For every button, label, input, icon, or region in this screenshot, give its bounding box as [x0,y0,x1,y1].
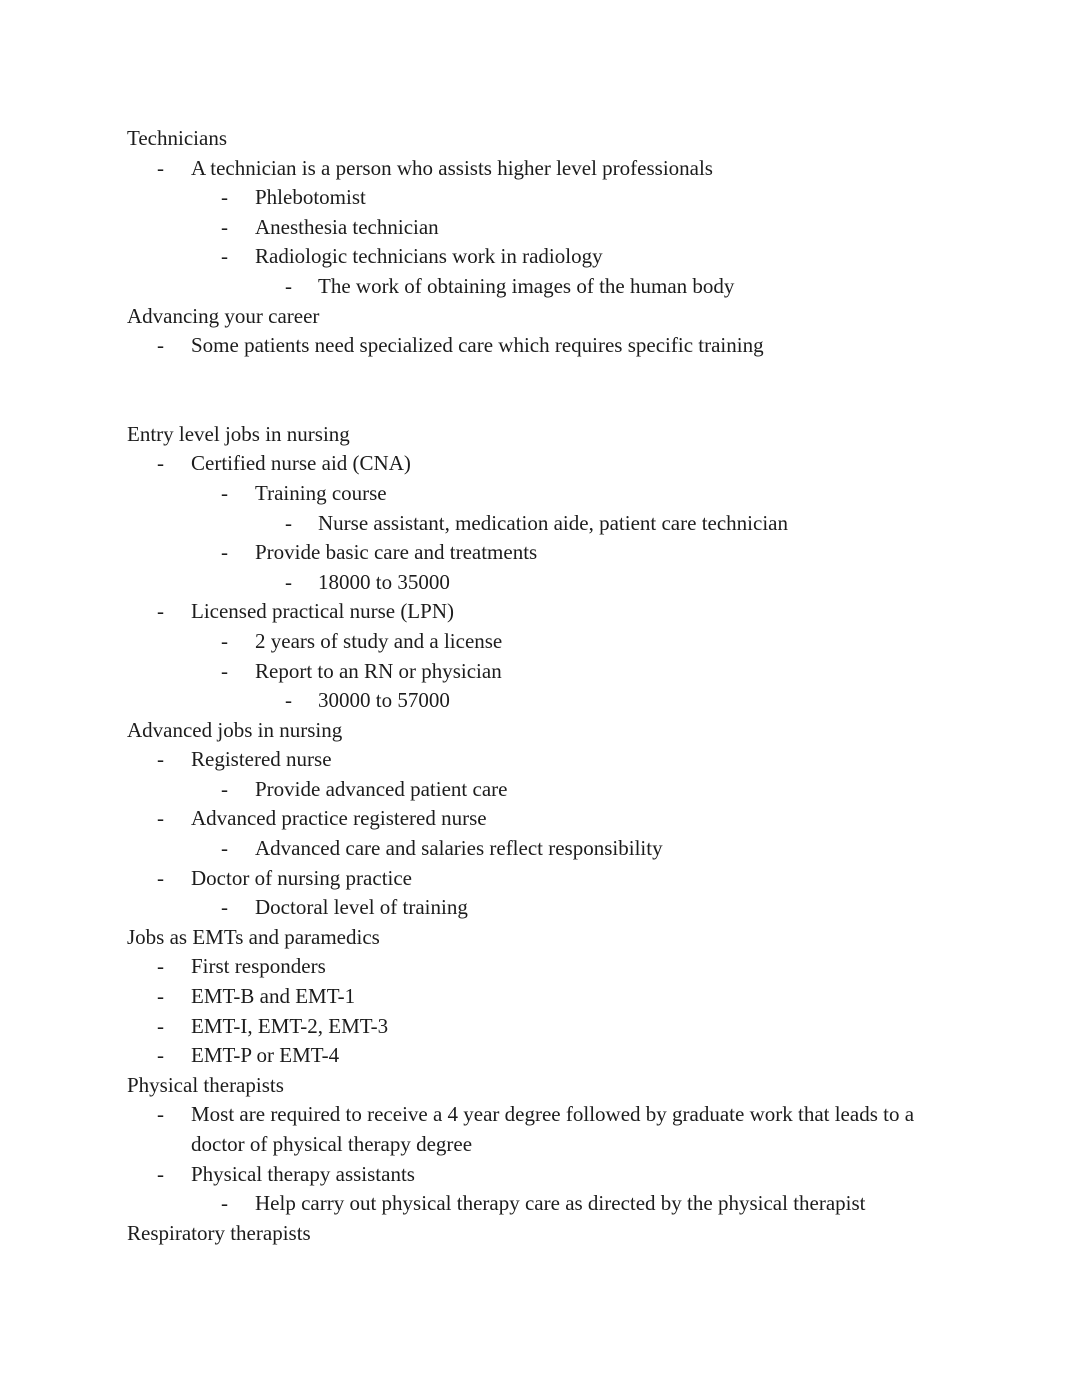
list-item-text: Most are required to receive a 4 year degree followed by graduate work that leads to a doctor of physical therapy degree [191,1102,915,1156]
list-item-text: 2 years of study and a license [255,628,503,653]
list-item [127,509,967,539]
list-item-text: First responders [191,954,326,979]
list-item [127,1189,967,1219]
bullet-dash-icon: - [285,688,292,713]
bullet-dash-icon: - [221,244,228,269]
list-item-text: Phlebotomist [255,185,366,210]
list-item-text: Anesthesia technician [255,214,439,239]
list-item-text: Physical therapy assistants [191,1161,415,1186]
list-item-text: Advanced care and salaries reflect responsibility [255,836,663,861]
list-item-text: Nurse assistant, medication aide, patient care technician [318,510,788,535]
list-item [127,479,967,509]
list-item-text: Registered nurse [191,747,332,772]
bullet-dash-icon: - [285,569,292,594]
list-item [127,597,967,627]
list-item-text: EMT-I, EMT-2, EMT-3 [191,1013,389,1038]
section-advanced-nursing [127,716,967,923]
bullet-dash-icon: - [221,628,228,653]
list-item [127,982,967,1012]
section-heading: Advanced jobs in nursing [127,717,343,742]
section-heading: Respiratory therapists [127,1220,311,1245]
list-item-text: Advanced practice registered nurse [191,806,487,831]
bullet-dash-icon: - [157,333,164,358]
list-item [127,331,967,361]
section-heading: Physical therapists [127,1072,284,1097]
bullet-dash-icon: - [221,836,228,861]
list-item [127,154,967,184]
bullet-dash-icon: - [221,214,228,239]
section-entry-level-nursing [127,420,967,716]
bullet-dash-icon: - [285,273,292,298]
list-item [127,834,967,864]
list-item [127,775,967,805]
list-item-text: Certified nurse aid (CNA) [191,451,411,476]
list-item [127,568,967,598]
list-item-text: Report to an RN or physician [255,658,502,683]
list-item [127,804,967,834]
list-item [127,893,967,923]
bullet-dash-icon: - [157,865,164,890]
section-respiratory-therapists [127,1219,967,1249]
section-emts-paramedics [127,923,967,1071]
bullet-dash-icon: - [221,658,228,683]
list-item [127,242,967,272]
list-item [127,864,967,894]
list-item-text: A technician is a person who assists higher level professionals [191,155,713,180]
bullet-dash-icon: - [285,510,292,535]
blank-space [127,361,967,420]
bullet-dash-icon: - [221,540,228,565]
list-item-text: Doctoral level of training [255,895,468,920]
list-item [127,1041,967,1071]
bullet-dash-icon: - [157,1043,164,1068]
bullet-dash-icon: - [157,1102,164,1127]
list-item-text: Radiologic technicians work in radiology [255,244,603,269]
list-item-text: Doctor of nursing practice [191,865,413,890]
document-body [127,124,967,1248]
list-item [127,952,967,982]
bullet-dash-icon: - [157,1161,164,1186]
list-item [127,657,967,687]
bullet-dash-icon: - [157,984,164,1009]
list-item-text: EMT-P or EMT-4 [191,1043,340,1068]
list-item-text: Provide basic care and treatments [255,540,538,565]
section-heading: Jobs as EMTs and paramedics [127,924,380,949]
section-physical-therapists [127,1071,967,1219]
list-item [127,745,967,775]
list-item [127,686,967,716]
list-item [127,183,967,213]
section-heading: Entry level jobs in nursing [127,421,350,446]
section-technicians [127,124,967,302]
list-item [127,1012,967,1042]
list-item-text: 30000 to 57000 [318,688,450,713]
section-heading: Advancing your career [127,303,320,328]
list-item [127,213,967,243]
list-item-text: Help carry out physical therapy care as directed by the physical therapist [255,1191,866,1216]
list-item [127,272,967,302]
list-item-text: Training course [255,480,387,505]
list-item-text: Licensed practical nurse (LPN) [191,599,454,624]
list-item-text: Provide advanced patient care [255,776,508,801]
bullet-dash-icon: - [157,747,164,772]
bullet-dash-icon: - [157,806,164,831]
bullet-dash-icon: - [221,480,228,505]
list-item [127,627,967,657]
list-item-text: 18000 to 35000 [318,569,450,594]
list-item [127,1100,967,1159]
list-item [127,538,967,568]
bullet-dash-icon: - [157,155,164,180]
bullet-dash-icon: - [157,451,164,476]
bullet-dash-icon: - [157,599,164,624]
bullet-dash-icon: - [221,776,228,801]
bullet-dash-icon: - [157,954,164,979]
list-item-text: EMT-B and EMT-1 [191,984,356,1009]
section-heading: Technicians [127,126,227,150]
list-item-text: Some patients need specialized care which requires specific training [191,333,764,358]
bullet-dash-icon: - [221,895,228,920]
section-advancing-career [127,302,967,361]
list-item [127,1160,967,1190]
bullet-dash-icon: - [221,1191,228,1216]
bullet-dash-icon: - [221,185,228,210]
list-item [127,449,967,479]
list-item-text: The work of obtaining images of the human body [318,273,735,298]
bullet-dash-icon: - [157,1013,164,1038]
